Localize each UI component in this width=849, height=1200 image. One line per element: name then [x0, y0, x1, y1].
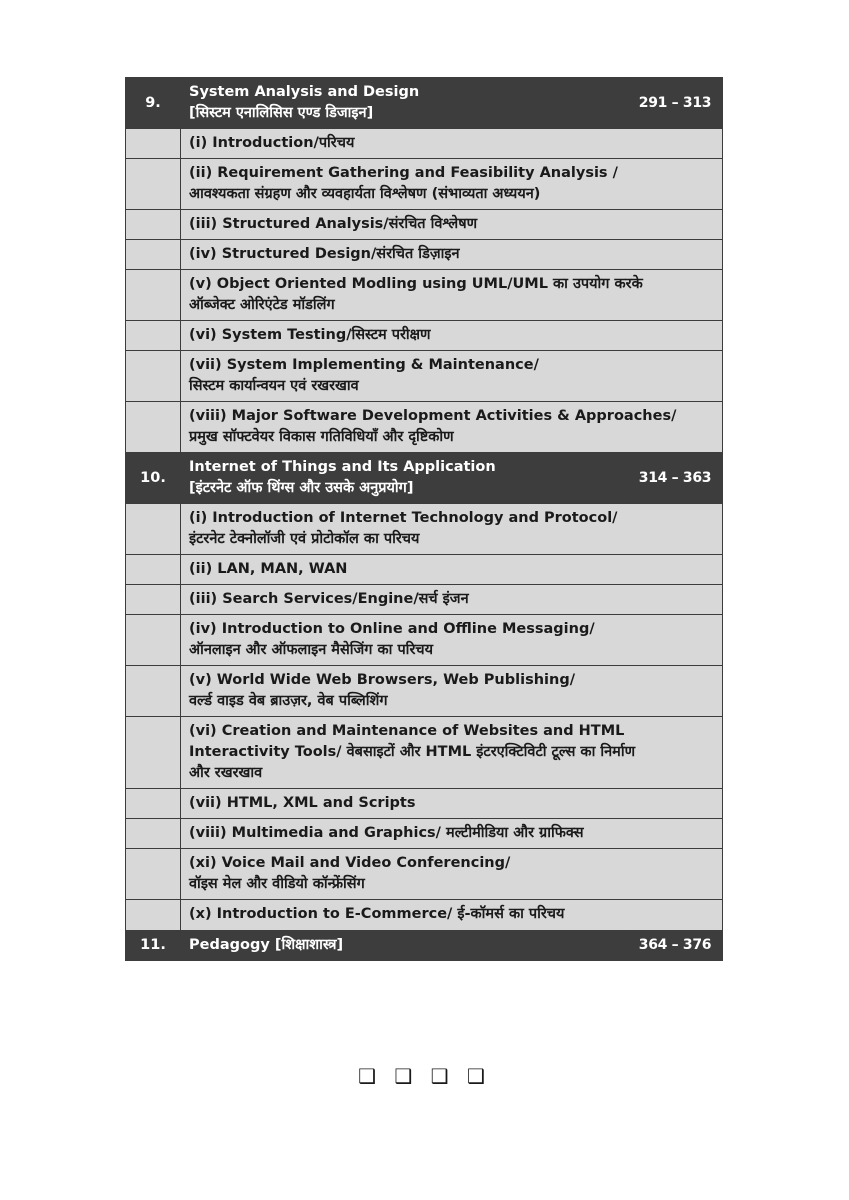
- topic-row: [126, 159, 723, 210]
- topic-row: [126, 615, 723, 666]
- topic-row: [126, 270, 723, 321]
- section-header-row: [126, 930, 723, 960]
- section-title: [181, 453, 628, 504]
- section-title-english: System Analysis and Design: [189, 84, 420, 100]
- topic-row: [126, 717, 723, 789]
- topic-line: (viii) Multimedia and Graphics/ मल्टीमीडिया और ग्राफिक्स: [189, 825, 584, 842]
- topic-row: [126, 240, 723, 270]
- section-page-range: 314 – 363: [628, 453, 723, 504]
- topic-line: (vi) System Testing/सिस्टम परीक्षण: [189, 327, 431, 344]
- topic-row: [126, 321, 723, 351]
- topic-text: [181, 210, 723, 240]
- topic-row: [126, 900, 723, 930]
- topic-line: (i) Introduction of Internet Technology and Protocol/: [189, 510, 618, 527]
- topic-row: [126, 504, 723, 555]
- section-header-row: [126, 453, 723, 504]
- end-marks: ❑ ❑ ❑ ❑: [358, 1064, 491, 1088]
- topic-row: [126, 849, 723, 900]
- topic-row: [126, 210, 723, 240]
- topic-line: (ii) Requirement Gathering and Feasibility Analysis /: [189, 165, 618, 182]
- topic-line: Interactivity Tools/ वेबसाइटों और HTML इंटरएक्टिविटी टूल्स का निर्माण: [189, 744, 636, 761]
- topic-text: [181, 159, 723, 210]
- section-number: 9.: [126, 78, 181, 129]
- topic-text: [181, 666, 723, 717]
- topic-line: (ii) LAN, MAN, WAN: [189, 561, 348, 578]
- section-title-english: Internet of Things and Its Application: [189, 459, 496, 476]
- topic-line: ऑनलाइन और ऑफलाइन मैसेजिंग का परिचय: [189, 642, 433, 659]
- topic-line: (v) Object Oriented Modling using UML/UML का उपयोग करके: [189, 276, 643, 293]
- topic-text: [181, 585, 723, 615]
- topic-text: [181, 240, 723, 270]
- section-title-english: Pedagogy [शिक्षाशास्त्र]: [189, 936, 344, 953]
- topic-row: [126, 585, 723, 615]
- topic-line: (iii) Structured Analysis/संरचित विश्लेषण: [189, 216, 478, 233]
- topic-line: (vi) Creation and Maintenance of Websites and HTML: [189, 723, 625, 740]
- topic-text: [181, 819, 723, 849]
- topic-row: [126, 789, 723, 819]
- topic-row: [126, 666, 723, 717]
- topic-line: (xi) Voice Mail and Video Conferencing/: [189, 855, 511, 872]
- topic-line: (viii) Major Software Development Activities & Approaches/: [189, 408, 677, 425]
- topic-text: [181, 402, 723, 453]
- topic-line: (iv) Structured Design/संरचित डिज़ाइन: [189, 246, 460, 263]
- topic-row: [126, 402, 723, 453]
- topic-text: [181, 615, 723, 666]
- topic-line: (vii) System Implementing & Maintenance/: [189, 357, 539, 374]
- section-page-range: 364 – 376: [628, 930, 723, 960]
- section-header-row: [126, 78, 723, 129]
- topic-text: [181, 555, 723, 585]
- topic-line: (i) Introduction/परिचय: [189, 135, 355, 152]
- topic-line: (vii) HTML, XML and Scripts: [189, 795, 416, 812]
- topic-row: [126, 555, 723, 585]
- section-title-hindi: [इंटरनेट ऑफ थिंग्स और उसके अनुप्रयोग]: [189, 480, 414, 497]
- topic-text: [181, 129, 723, 159]
- topic-line: वॉइस मेल और वीडियो कॉन्फ्रेंसिंग: [189, 876, 365, 893]
- topic-line: ऑब्जेक्ट ओरिएंटेड मॉडलिंग: [189, 297, 335, 314]
- topic-text: [181, 717, 723, 789]
- topic-row: [126, 129, 723, 159]
- section-title-hindi: [सिस्टम एनालिसिस एण्ड डिजाइन]: [189, 105, 374, 122]
- topic-line: (v) World Wide Web Browsers, Web Publishing/: [189, 672, 575, 689]
- topic-line: आवश्यकता संग्रहण और व्यवहार्यता विश्लेषण (संभाव्यता अध्ययन): [189, 186, 541, 203]
- topic-line: सिस्टम कार्यान्वयन एवं रखरखाव: [189, 378, 359, 395]
- topic-text: [181, 849, 723, 900]
- section-title: [181, 78, 628, 129]
- topic-line: (x) Introduction to E-Commerce/ ई-कॉमर्स का परिचय: [189, 906, 565, 923]
- section-number: 11.: [126, 930, 181, 960]
- section-title: [181, 930, 628, 960]
- topic-line: इंटरनेट टेक्नोलॉजी एवं प्रोटोकॉल का परिचय: [189, 531, 420, 548]
- topic-line: वर्ल्ड वाइड वेब ब्राउज़र, वेब पब्लिशिंग: [189, 693, 388, 710]
- topic-text: [181, 321, 723, 351]
- topic-text: [181, 900, 723, 930]
- topic-text: [181, 351, 723, 402]
- topic-text: [181, 270, 723, 321]
- topic-line: (iv) Introduction to Online and Offline Messaging/: [189, 621, 595, 638]
- syllabus-table: [125, 77, 723, 961]
- section-number: 10.: [126, 453, 181, 504]
- topic-line: (iii) Search Services/Engine/सर्च इंजन: [189, 591, 469, 608]
- topic-row: [126, 819, 723, 849]
- topic-line: और रखरखाव: [189, 765, 263, 782]
- topic-text: [181, 789, 723, 819]
- topic-text: [181, 504, 723, 555]
- topic-row: [126, 351, 723, 402]
- section-page-range: 291 – 313: [628, 78, 723, 129]
- topic-line: प्रमुख सॉफ्टवेयर विकास गतिविधियाँ और दृष्टिकोण: [189, 429, 454, 446]
